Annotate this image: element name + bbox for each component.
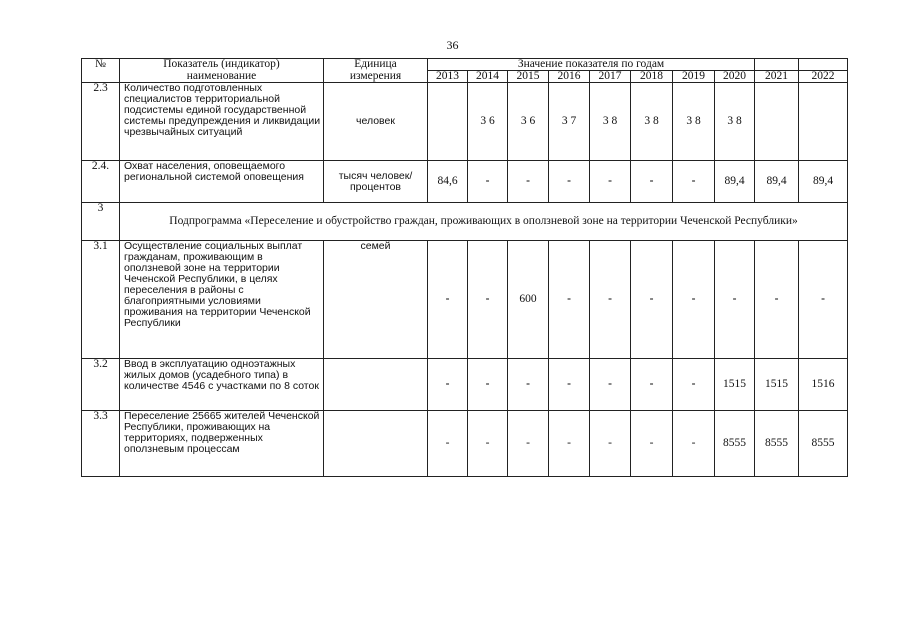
row-value: 1516 xyxy=(799,359,848,411)
row-indicator: Осуществление социальных выплат гражданам, проживающим в оползневой зоне на территории Чеченской Республики, в целях переселения в районы с благоприятными условиями проживания на территории Чеченской Республики xyxy=(120,241,324,359)
year-2021: 2021 xyxy=(755,71,799,83)
subprogram-num: 3 xyxy=(82,203,120,241)
row-value: - xyxy=(755,241,799,359)
row-value: - xyxy=(549,359,590,411)
row-value: - xyxy=(715,241,755,359)
row-value: 3 6 xyxy=(468,83,508,161)
header-unit-line2: измерения xyxy=(324,71,428,83)
row-value: 600 xyxy=(508,241,549,359)
row-value: - xyxy=(508,359,549,411)
table-row xyxy=(82,359,848,411)
header-row-2 xyxy=(82,71,848,83)
row-value: 89,4 xyxy=(755,161,799,203)
row-indicator: Количество подготовленных специалистов территориальной подсистемы единой государственной системы предупреждения и ликвидации чрезвычайных ситуаций xyxy=(120,83,324,161)
row-value: 84,6 xyxy=(428,161,468,203)
year-2020: 2020 xyxy=(715,71,755,83)
row-value: 3 8 xyxy=(673,83,715,161)
row-value: - xyxy=(549,241,590,359)
row-unit: человек xyxy=(324,83,428,161)
row-unit xyxy=(324,359,428,411)
row-value: - xyxy=(468,241,508,359)
row-indicator: Ввод в эксплуатацию одноэтажных жилых домов (усадебного типа) в количестве 4546 с участками по 8 соток xyxy=(120,359,324,411)
subprogram-row xyxy=(82,203,848,241)
indicators-table xyxy=(81,58,848,477)
row-value: - xyxy=(673,359,715,411)
year-2016: 2016 xyxy=(549,71,590,83)
row-value xyxy=(428,83,468,161)
year-2022: 2022 xyxy=(799,71,848,83)
header-unit-line1: Единица xyxy=(324,59,428,71)
row-num: 3.2 xyxy=(82,359,120,411)
row-value: 89,4 xyxy=(715,161,755,203)
row-indicator: Переселение 25665 жителей Чеченской Республики, проживающих на территориях, подверженных оползневым процессам xyxy=(120,411,324,477)
header-indicator-line1: Показатель (индикатор) xyxy=(120,59,324,71)
year-2013: 2013 xyxy=(428,71,468,83)
row-num: 2.4. xyxy=(82,161,120,203)
table-row xyxy=(82,161,848,203)
subprogram-title: Подпрограмма «Переселение и обустройство граждан, проживающих в оползневой зоне на территории Чеченской Республики» xyxy=(120,203,848,241)
row-value: 8555 xyxy=(715,411,755,477)
table-row xyxy=(82,83,848,161)
row-value: - xyxy=(590,359,631,411)
row-value: - xyxy=(428,241,468,359)
year-2019: 2019 xyxy=(673,71,715,83)
row-value: - xyxy=(428,411,468,477)
header-empty-2022 xyxy=(799,59,848,71)
header-row-1 xyxy=(82,59,848,71)
row-value: - xyxy=(428,359,468,411)
row-unit xyxy=(324,411,428,477)
row-value: 3 8 xyxy=(631,83,673,161)
row-num: 3.3 xyxy=(82,411,120,477)
year-2018: 2018 xyxy=(631,71,673,83)
table-row xyxy=(82,241,848,359)
row-value: - xyxy=(468,359,508,411)
row-value: - xyxy=(590,411,631,477)
year-2014: 2014 xyxy=(468,71,508,83)
header-num: № xyxy=(82,59,120,83)
row-value: - xyxy=(468,411,508,477)
header-values-title: Значение показателя по годам xyxy=(428,59,755,71)
row-value: - xyxy=(590,161,631,203)
row-value: - xyxy=(673,411,715,477)
page-number: 36 xyxy=(446,38,459,52)
row-num: 2.3 xyxy=(82,83,120,161)
row-value: 3 8 xyxy=(590,83,631,161)
row-num: 3.1 xyxy=(82,241,120,359)
row-value: 8555 xyxy=(799,411,848,477)
header-empty-2021 xyxy=(755,59,799,71)
header-indicator-line2: наименование xyxy=(120,71,324,83)
row-indicator: Охват населения, оповещаемого региональной системой оповещения xyxy=(120,161,324,203)
row-value: 1515 xyxy=(715,359,755,411)
row-unit: семей xyxy=(324,241,428,359)
row-value: - xyxy=(549,161,590,203)
row-value: 1515 xyxy=(755,359,799,411)
row-unit: тысяч человек/ процентов xyxy=(324,161,428,203)
row-value: - xyxy=(508,161,549,203)
row-value: - xyxy=(549,411,590,477)
row-value: 3 6 xyxy=(508,83,549,161)
row-value: - xyxy=(673,241,715,359)
row-value: - xyxy=(631,241,673,359)
row-value: - xyxy=(508,411,549,477)
row-value: 3 8 xyxy=(715,83,755,161)
row-value: - xyxy=(631,411,673,477)
table-row xyxy=(82,411,848,477)
row-value: - xyxy=(468,161,508,203)
year-2017: 2017 xyxy=(590,71,631,83)
row-value xyxy=(799,83,848,161)
row-value: 89,4 xyxy=(799,161,848,203)
row-value: - xyxy=(799,241,848,359)
row-value: - xyxy=(631,359,673,411)
row-value: - xyxy=(631,161,673,203)
row-value xyxy=(755,83,799,161)
row-value: - xyxy=(673,161,715,203)
row-value: 8555 xyxy=(755,411,799,477)
row-value: - xyxy=(590,241,631,359)
row-value: 3 7 xyxy=(549,83,590,161)
year-2015: 2015 xyxy=(508,71,549,83)
